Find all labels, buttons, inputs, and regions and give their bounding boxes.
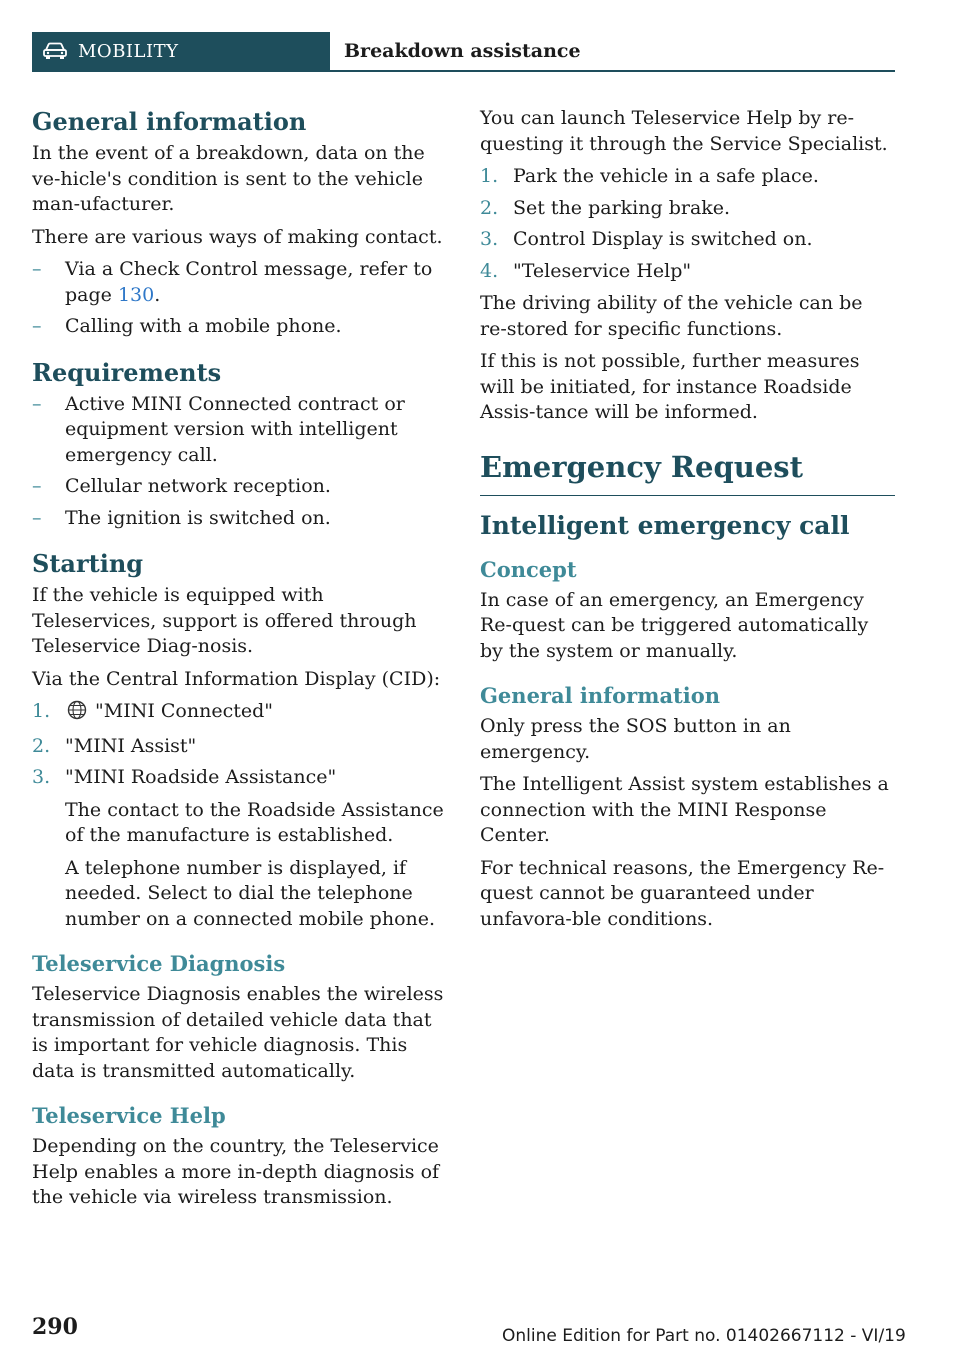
starting-steps bbox=[32, 699, 450, 791]
right-column bbox=[480, 106, 895, 939]
list-item-text: Set the parking brake. bbox=[513, 196, 731, 219]
list-item bbox=[32, 734, 450, 760]
driving-ability-paragraph: The driving ability of the vehicle can be re-stored for specific functions. bbox=[480, 292, 863, 340]
list-marker: – bbox=[32, 258, 42, 280]
starting-paragraph: If the vehicle is equipped with Teleservices, support is offered through Teleservice Diag-nosis. bbox=[32, 584, 417, 657]
chapter-title: MOBILITY bbox=[78, 40, 179, 62]
step-number: 2. bbox=[480, 196, 499, 219]
list-item bbox=[32, 765, 450, 791]
list-item bbox=[32, 392, 450, 469]
step3-contact-paragraph: The contact to the Roadside Assistance of the manufacture is established. bbox=[65, 798, 444, 846]
list-item-text: Park the vehicle in a safe place. bbox=[513, 165, 819, 187]
general-information-paragraph: In the event of a breakdown, data on the ve-hicle's condition is sent to the vehicle man-ufacturer. bbox=[32, 142, 425, 215]
teleservice-help-heading: Teleservice Help bbox=[32, 1103, 226, 1128]
list-item bbox=[32, 506, 450, 532]
step-number: 4. bbox=[480, 259, 499, 282]
list-item-text: "MINI Connected" bbox=[95, 700, 273, 722]
step-number: 2. bbox=[32, 734, 51, 757]
list-item-text: Cellular network reception. bbox=[65, 475, 331, 497]
list-item bbox=[32, 314, 450, 340]
list-item-text: Control Display is switched on. bbox=[513, 228, 813, 250]
list-item-text: The ignition is switched on. bbox=[65, 506, 331, 529]
list-item bbox=[32, 699, 450, 728]
response-center-paragraph: The Intelligent Assist system establishes a connection with the MINI Response Center. bbox=[480, 773, 889, 846]
step-number: 1. bbox=[480, 165, 499, 187]
teleservice-help-paragraph: Depending on the country, the Teleservice Help enables a more in-depth diagnosis of the vehicle via wireless transmission. bbox=[32, 1135, 440, 1208]
list-item bbox=[32, 474, 450, 500]
general-information-heading: General information bbox=[32, 107, 307, 136]
list-item-text: Via a Check Control message, refer to page bbox=[65, 258, 433, 306]
technical-reasons-paragraph: For technical reasons, the Emergency Re-quest cannot be guaranteed under unfavora-ble conditions. bbox=[480, 856, 885, 930]
launch-steps bbox=[480, 164, 895, 284]
sos-paragraph: Only press the SOS button in an emergency. bbox=[480, 715, 791, 763]
page-number: 290 bbox=[32, 1314, 78, 1340]
emergency-request-heading: Emergency Request bbox=[480, 447, 895, 496]
teleservice-diagnosis-heading: Teleservice Diagnosis bbox=[32, 951, 286, 976]
teleservice-diagnosis-paragraph: Teleservice Diagnosis enables the wireless transmission of detailed vehicle data that is important for vehicle diagnosis. This data is transmitted automatically. bbox=[32, 983, 444, 1082]
further-measures-paragraph: If this is not possible, further measures will be initiated, for instance Roadside Assis-tance will be informed. bbox=[480, 350, 860, 423]
step-number: 3. bbox=[32, 766, 51, 788]
contact-list bbox=[32, 257, 450, 340]
list-marker: – bbox=[32, 475, 42, 497]
mini-connected-icon bbox=[67, 700, 87, 728]
list-item-text: Active MINI Connected contract or equipment version with intelligent emergency call. bbox=[65, 392, 405, 466]
concept-heading: Concept bbox=[480, 556, 577, 582]
step-number: 1. bbox=[32, 700, 51, 722]
left-column bbox=[32, 106, 450, 1218]
list-item bbox=[480, 164, 895, 190]
list-marker: – bbox=[32, 506, 42, 529]
edition-footer: Online Edition for Part no. 01402667112 - VI/19 bbox=[502, 1326, 906, 1346]
page-header bbox=[32, 32, 895, 72]
general-information-heading-right: General information bbox=[480, 683, 721, 708]
section-title: Breakdown assistance bbox=[344, 40, 581, 62]
page-link[interactable]: 130 bbox=[117, 283, 155, 306]
list-item-text: "Teleservice Help" bbox=[513, 259, 692, 282]
requirements-heading: Requirements bbox=[32, 357, 222, 387]
list-item: – Via a Check Control message, refer to page 130. bbox=[32, 257, 450, 308]
launch-paragraph: You can launch Teleservice Help by re-questing it through the Service Specialist. bbox=[480, 107, 888, 155]
requirements-list bbox=[32, 392, 450, 532]
cid-paragraph: Via the Central Information Display (CID): bbox=[32, 667, 441, 690]
step3-telephone-paragraph: A telephone number is displayed, if needed. Select to dial the telephone number on a connected mobile phone. bbox=[65, 856, 436, 930]
step-number: 3. bbox=[480, 228, 499, 250]
intelligent-emergency-call-heading: Intelligent emergency call bbox=[480, 510, 850, 540]
starting-heading: Starting bbox=[32, 549, 144, 578]
list-item bbox=[480, 227, 895, 253]
concept-paragraph: In case of an emergency, an Emergency Re-quest can be triggered automatically by the system or manually. bbox=[480, 588, 869, 662]
list-marker: – bbox=[32, 315, 42, 337]
chapter-tab bbox=[32, 32, 330, 70]
list-item-text: "MINI Assist" bbox=[65, 734, 197, 757]
contact-ways-paragraph: There are various ways of making contact. bbox=[32, 225, 443, 248]
list-item bbox=[480, 196, 895, 222]
list-item bbox=[480, 259, 895, 285]
list-item-text: Calling with a mobile phone. bbox=[65, 315, 342, 337]
list-marker: – bbox=[32, 392, 42, 415]
list-item-text: "MINI Roadside Assistance" bbox=[65, 766, 337, 788]
car-front-icon bbox=[42, 42, 68, 60]
